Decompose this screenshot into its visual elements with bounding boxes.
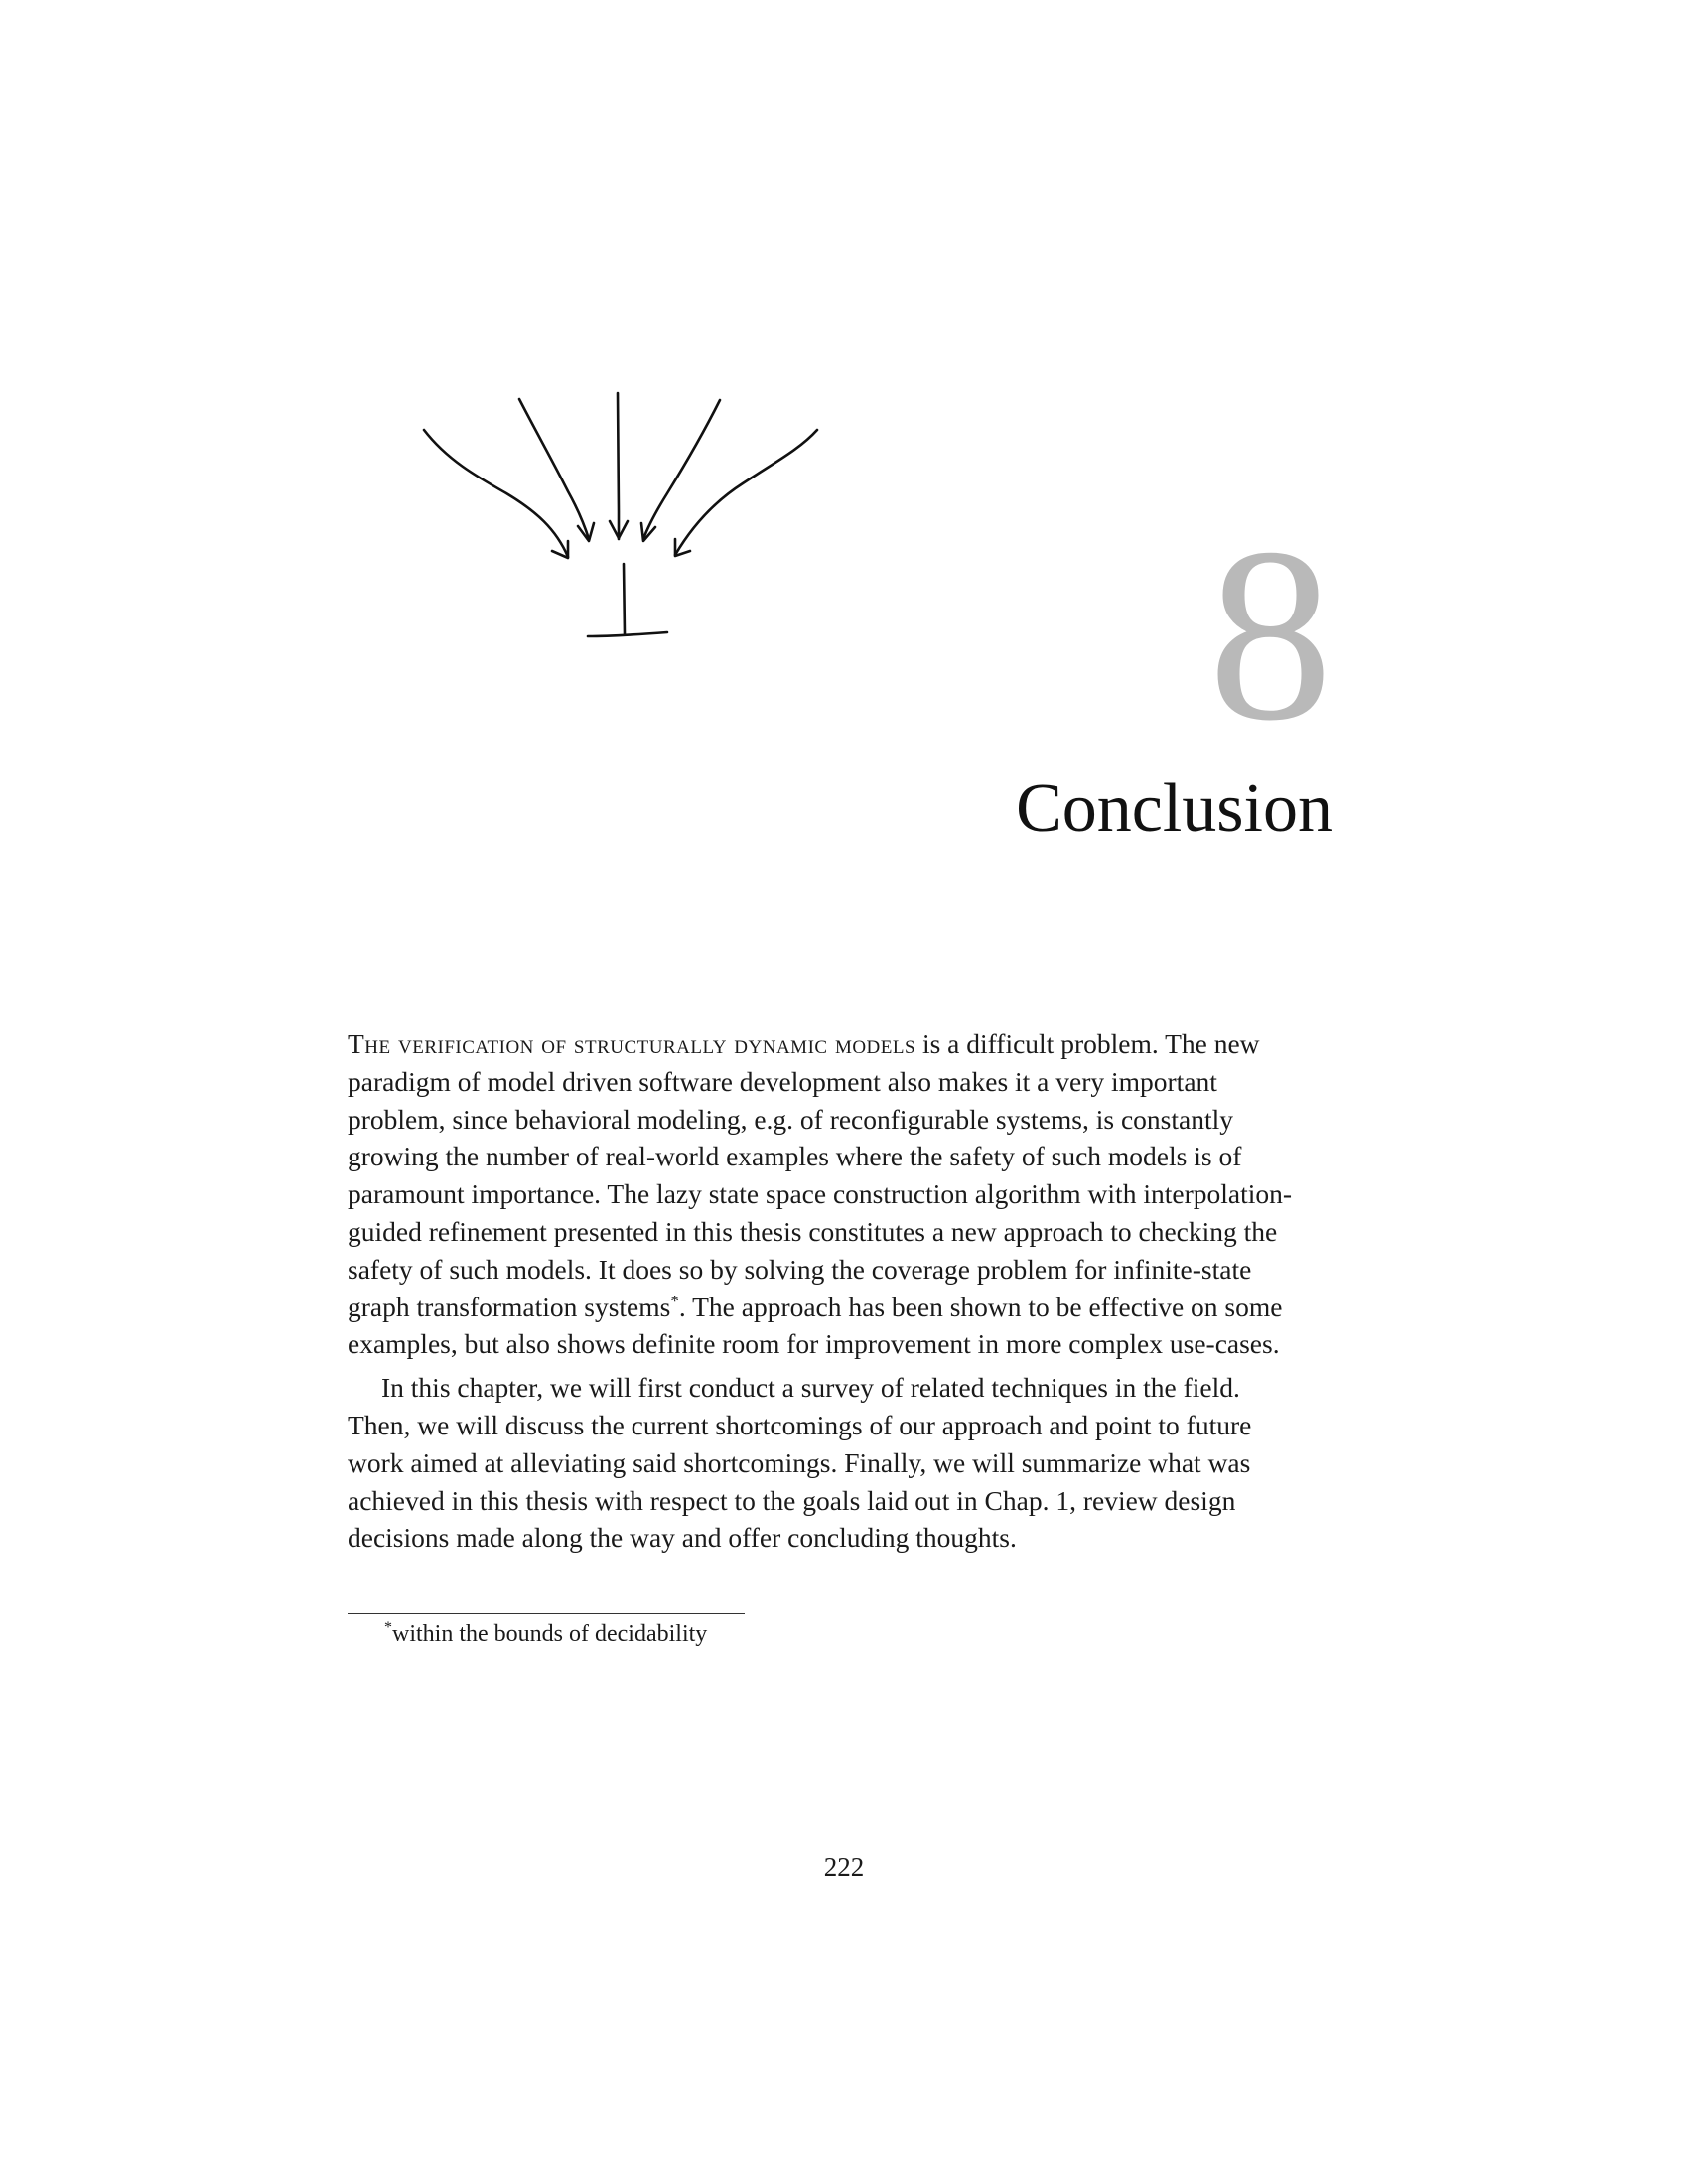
paragraph-1 — [348, 1025, 1306, 1363]
paragraph-1-text-a: is a difficult problem. The new paradigm of model driven software development also makes it a very important problem, since behavioral modeling, e.g. of reconfigurable systems, is constantly growing the number of real-world examples where the safety of such models is of paramount importance. The lazy state space construction algorithm with interpolation-guided refinement presented in this thesis constitutes a new approach to checking the safety of such models. It does so by solving the coverage problem for infinite-state graph transformation systems — [348, 1028, 1293, 1322]
footnote-reference[interactable]: * — [670, 1291, 679, 1310]
page-number: 222 — [823, 1852, 865, 1882]
paragraph-2: In this chapter, we will first conduct a survey of related techniques in the field. Then, we will discuss the current shortcomings of our approach and point to future work aimed at alleviating said shortcomings. Finally, we will summarize what was achieved in this thesis with respect to the goals laid out in Chap. 1, review design decisions made along the way and offer concluding thoughts. — [348, 1372, 1252, 1554]
chapter-title: Conclusion — [1016, 770, 1333, 847]
converging-arrows-sketch-icon — [407, 382, 834, 650]
paragraph-lead-smallcaps: The verification of structurally dynamic models — [348, 1028, 916, 1059]
footnote-text: within the bounds of decidability — [392, 1621, 708, 1647]
footnote-mark: * — [384, 1619, 392, 1636]
body-text — [348, 1025, 1306, 1557]
paragraph-1-text-b: . The approach has been shown to be effective on some examples, but also shows definite room for improvement in more complex use-cases. — [348, 1291, 1283, 1360]
chapter-number: 8 — [1208, 497, 1333, 772]
footnote-divider — [348, 1613, 745, 1614]
footnote — [384, 1618, 707, 1650]
